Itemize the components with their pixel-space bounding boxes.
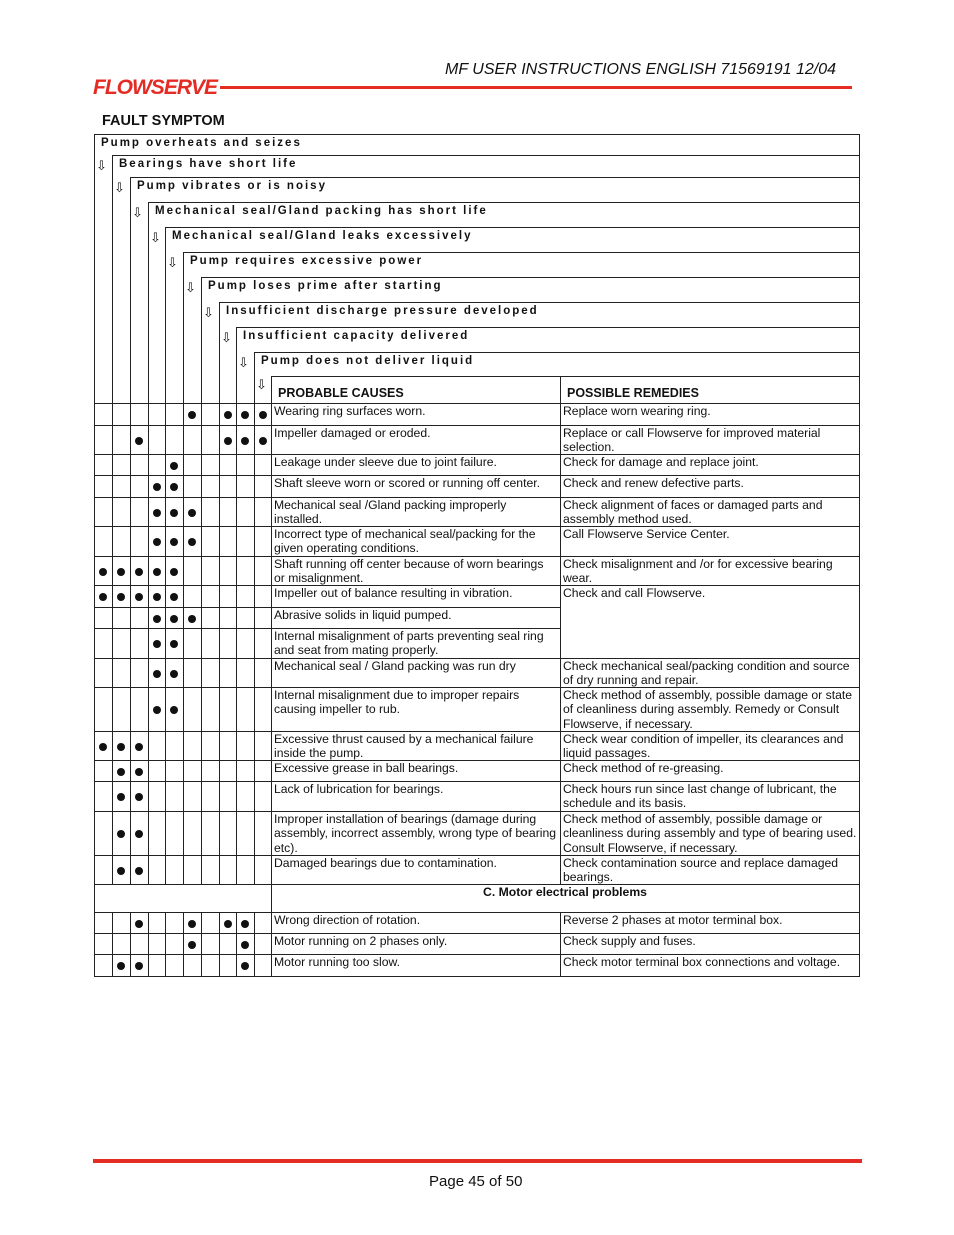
- symptom-mark-dot: [170, 706, 178, 714]
- symptom-mark-dot: [170, 483, 178, 491]
- probable-cause-text: Mechanical seal /Gland packing improperly installed.: [274, 498, 507, 527]
- symptom-label: Bearings have short life: [119, 158, 298, 170]
- possible-remedy-text: Check and call Flowserve.: [563, 586, 706, 600]
- symptom-row-rule: [112, 155, 859, 156]
- symptom-mark-dot: [99, 593, 107, 601]
- possible-remedy-text: Call Flowserve Service Center.: [563, 527, 730, 541]
- symptom-mark-dot: [188, 509, 196, 517]
- remedy-column-rule: [560, 376, 561, 884]
- probable-cause-text: Internal misalignment due to improper repairs causing impeller to rub.: [274, 688, 520, 717]
- possible-remedy-text: Check method of assembly, possible damage or state of cleanliness during assembly. Remedy or Consult Flowserve, if necessary.: [563, 688, 853, 731]
- row-rule: [94, 425, 272, 426]
- symptom-mark-dot: [135, 437, 143, 445]
- possible-remedy-text: Check supply and fuses.: [563, 934, 696, 948]
- symptom-mark-dot: [153, 615, 161, 623]
- column-rule: [219, 302, 220, 884]
- row-rule: [94, 628, 272, 629]
- symptom-arrow-icon: ⇩: [132, 205, 143, 220]
- symptom-label: Insufficient discharge pressure developed: [226, 305, 539, 317]
- footer-rule: [93, 1159, 862, 1163]
- flowserve-logo: FLOWSERVE: [93, 76, 218, 99]
- possible-remedy-text: Check hours run since last change of lubricant, the schedule and its basis.: [563, 782, 837, 811]
- document-title: MF USER INSTRUCTIONS ENGLISH 71569191 12/04: [445, 61, 836, 78]
- column-rule: [271, 912, 272, 976]
- symptom-mark-dot: [241, 920, 249, 928]
- symptom-mark-dot: [241, 941, 249, 949]
- probable-cause-text: Shaft sleeve worn or scored or running off center.: [274, 476, 541, 490]
- symptom-mark-dot: [259, 437, 267, 445]
- symptom-row-rule: [254, 352, 859, 353]
- symptom-mark-dot: [135, 743, 143, 751]
- probable-cause-text: Excessive thrust caused by a mechanical failure inside the pump.: [274, 732, 534, 761]
- column-rule: [183, 912, 184, 976]
- symptom-label: Pump vibrates or is noisy: [137, 180, 327, 192]
- symptom-mark-dot: [188, 411, 196, 419]
- possible-remedy-text: Check for damage and replace joint.: [563, 455, 759, 469]
- row-rule: [94, 760, 272, 761]
- row-rule: [94, 607, 272, 608]
- symptom-mark-dot: [117, 568, 125, 576]
- probable-cause-text: Motor running on 2 phases only.: [274, 934, 448, 948]
- symptom-mark-dot: [117, 830, 125, 838]
- remedies-column-header: POSSIBLE REMEDIES: [567, 386, 699, 400]
- symptom-mark-dot: [135, 962, 143, 970]
- symptom-mark-dot: [135, 568, 143, 576]
- row-rule: [94, 585, 272, 586]
- row-rule: [94, 526, 272, 527]
- symptom-mark-dot: [117, 867, 125, 875]
- symptom-row-rule: [130, 177, 859, 178]
- row-rule: [94, 556, 272, 557]
- possible-remedy-text: Replace worn wearing ring.: [563, 404, 711, 418]
- row-rule: [94, 781, 272, 782]
- probable-cause-text: Incorrect type of mechanical seal/packing for the given operating conditions.: [274, 527, 536, 556]
- symptom-mark-dot: [188, 941, 196, 949]
- column-rule: [112, 155, 113, 884]
- symptom-label: Mechanical seal/Gland packing has short life: [155, 205, 488, 217]
- page-number: Page 45 of 50: [429, 1173, 523, 1190]
- symptom-mark-dot: [170, 593, 178, 601]
- symptom-mark-dot: [224, 437, 232, 445]
- symptom-label: Pump overheats and seizes: [101, 137, 302, 149]
- row-rule: [94, 811, 272, 812]
- possible-remedy-text: Check and renew defective parts.: [563, 476, 744, 490]
- column-rule: [201, 277, 202, 884]
- possible-remedy-text: Replace or call Flowserve for improved material selection.: [563, 426, 821, 455]
- symptom-arrow-icon: ⇩: [203, 305, 214, 320]
- symptom-row-rule: [165, 227, 859, 228]
- symptom-mark-dot: [188, 538, 196, 546]
- row-rule: [94, 454, 272, 455]
- symptom-arrow-icon: ⇩: [96, 158, 107, 173]
- symptom-mark-dot: [241, 437, 249, 445]
- probable-cause-text: Shaft running off center because of worn bearings or misalignment.: [274, 557, 544, 586]
- symptom-mark-dot: [135, 768, 143, 776]
- possible-remedy-text: Check mechanical seal/packing condition and source of dry running and repair.: [563, 659, 850, 688]
- probable-cause-text: Wearing ring surfaces worn.: [274, 404, 426, 418]
- symptom-mark-dot: [170, 462, 178, 470]
- symptom-arrow-icon: ⇩: [150, 230, 161, 245]
- remedy-column-rule: [560, 912, 561, 976]
- probable-cause-text: Improper installation of bearings (damage during assembly, incorrect assembly, wrong type of bearing etc).: [274, 812, 557, 855]
- probable-cause-text: Leakage under sleeve due to joint failure.: [274, 455, 497, 469]
- column-rule: [183, 252, 184, 884]
- symptom-mark-dot: [135, 830, 143, 838]
- symptom-mark-dot: [153, 509, 161, 517]
- symptom-mark-dot: [135, 793, 143, 801]
- probable-cause-text: Wrong direction of rotation.: [274, 913, 421, 927]
- column-rule: [236, 912, 237, 976]
- table-bottom-border: [94, 976, 860, 977]
- symptom-mark-dot: [117, 768, 125, 776]
- symptom-mark-dot: [259, 411, 267, 419]
- possible-remedy-text: Check method of re-greasing.: [563, 761, 724, 775]
- section-title: FAULT SYMPTOM: [102, 113, 225, 129]
- symptom-mark-dot: [224, 411, 232, 419]
- symptom-mark-dot: [99, 743, 107, 751]
- symptom-mark-dot: [170, 640, 178, 648]
- symptom-mark-dot: [153, 640, 161, 648]
- possible-remedy-text: Reverse 2 phases at motor terminal box.: [563, 913, 783, 927]
- symptom-label: Pump does not deliver liquid: [261, 355, 475, 367]
- symptom-mark-dot: [153, 483, 161, 491]
- symptom-mark-dot: [188, 615, 196, 623]
- symptom-mark-dot: [153, 538, 161, 546]
- row-rule: [94, 687, 272, 688]
- symptom-mark-dot: [99, 568, 107, 576]
- row-rule: [94, 475, 272, 476]
- symptom-label: Insufficient capacity delivered: [243, 330, 470, 342]
- column-rule: [130, 912, 131, 976]
- symptom-label: Mechanical seal/Gland leaks excessively: [172, 230, 473, 242]
- possible-remedy-text: Check contamination source and replace damaged bearings.: [563, 856, 839, 885]
- symptom-row-rule: [94, 134, 859, 135]
- symptom-mark-dot: [117, 962, 125, 970]
- causes-column-header: PROBABLE CAUSES: [278, 386, 404, 400]
- possible-remedy-text: Check method of assembly, possible damage or cleanliness during assembly and type of bearing used. Consult Flowserve, if necessary.: [563, 812, 857, 855]
- symptom-mark-dot: [188, 920, 196, 928]
- symptom-mark-dot: [153, 706, 161, 714]
- row-rule: [94, 731, 272, 732]
- row-rule: [94, 855, 272, 856]
- symptom-label: Pump loses prime after starting: [208, 280, 443, 292]
- symptom-mark-dot: [170, 615, 178, 623]
- probable-cause-text: Motor running too slow.: [274, 955, 401, 969]
- probable-cause-text: Internal misalignment of parts preventing seal ring and seat from mating properly.: [274, 629, 544, 658]
- symptom-row-rule: [236, 327, 859, 328]
- symptom-mark-dot: [135, 867, 143, 875]
- symptom-arrow-icon: ⇩: [114, 180, 125, 195]
- symptom-mark-dot: [224, 920, 232, 928]
- symptom-mark-dot: [117, 743, 125, 751]
- column-rule: [165, 912, 166, 976]
- column-rule: [219, 912, 220, 976]
- symptom-mark-dot: [153, 670, 161, 678]
- probable-cause-text: Abrasive solids in liquid pumped.: [274, 608, 452, 622]
- probable-cause-text: Impeller damaged or eroded.: [274, 426, 431, 440]
- column-rule: [254, 352, 255, 884]
- symptom-mark-dot: [135, 593, 143, 601]
- symptom-mark-dot: [153, 568, 161, 576]
- symptom-arrow-icon: ⇩: [185, 280, 196, 295]
- possible-remedy-text: Check misalignment and /or for excessive bearing wear.: [563, 557, 833, 586]
- symptom-label: Pump requires excessive power: [190, 255, 424, 267]
- symptom-mark-dot: [135, 920, 143, 928]
- probable-cause-text: Lack of lubrication for bearings.: [274, 782, 444, 796]
- probable-cause-text: Impeller out of balance resulting in vibration.: [274, 586, 513, 600]
- possible-remedy-text: Check wear condition of impeller, its clearances and liquid passages.: [563, 732, 844, 761]
- symptom-mark-dot: [170, 670, 178, 678]
- column-rule: [236, 327, 237, 884]
- symptom-mark-dot: [117, 593, 125, 601]
- symptom-mark-dot: [170, 509, 178, 517]
- symptom-row-rule: [148, 202, 859, 203]
- symptom-mark-dot: [170, 568, 178, 576]
- symptom-mark-dot: [241, 962, 249, 970]
- probable-cause-text: Mechanical seal / Gland packing was run dry: [274, 659, 516, 673]
- symptom-mark-dot: [153, 593, 161, 601]
- column-rule: [130, 177, 131, 884]
- possible-remedy-text: Check alignment of faces or damaged parts and assembly method used.: [563, 498, 823, 527]
- symptom-arrow-icon: ⇩: [221, 330, 232, 345]
- causes-header-top-rule: [271, 376, 859, 377]
- symptom-arrow-icon: ⇩: [256, 377, 267, 392]
- possible-remedy-text: Check motor terminal box connections and voltage.: [563, 955, 841, 969]
- row-rule: [94, 658, 272, 659]
- table-left-border: [94, 134, 95, 976]
- symptom-row-rule: [219, 302, 859, 303]
- probable-cause-text: Damaged bearings due to contamination.: [274, 856, 497, 870]
- probable-cause-text: Excessive grease in ball bearings.: [274, 761, 459, 775]
- column-rule: [271, 376, 272, 884]
- column-rule: [112, 912, 113, 976]
- symptom-arrow-icon: ⇩: [167, 255, 178, 270]
- motor-problems-subsection-title: C. Motor electrical problems: [483, 885, 647, 899]
- column-rule: [201, 912, 202, 976]
- symptom-mark-dot: [117, 793, 125, 801]
- symptom-mark-dot: [170, 538, 178, 546]
- symptom-row-rule: [201, 277, 859, 278]
- column-rule: [148, 912, 149, 976]
- symptom-mark-dot: [241, 411, 249, 419]
- table-right-border: [859, 134, 860, 976]
- row-rule: [94, 497, 272, 498]
- column-rule: [254, 912, 255, 976]
- symptom-row-rule: [183, 252, 859, 253]
- symptom-arrow-icon: ⇩: [238, 355, 249, 370]
